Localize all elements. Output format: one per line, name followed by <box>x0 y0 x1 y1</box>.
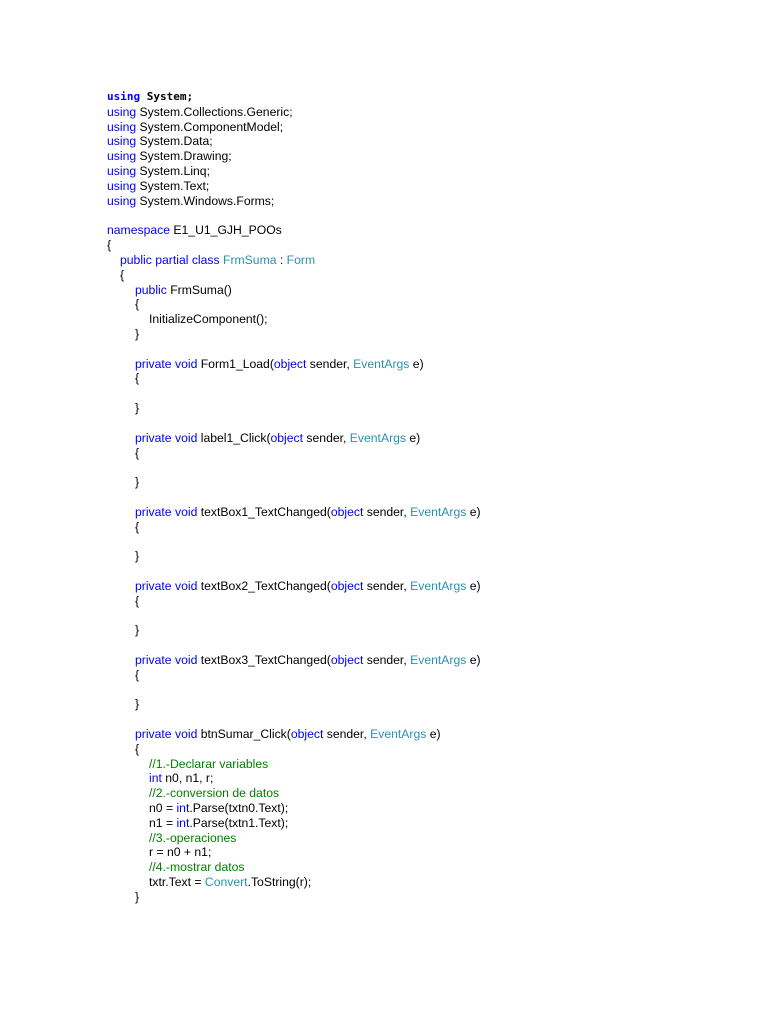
code-line <box>107 786 481 801</box>
code-keyword: using <box>107 119 137 134</box>
code-line <box>107 312 481 327</box>
code-comment: //1.-Declarar variables <box>149 756 269 771</box>
code-line <box>107 357 481 372</box>
code-text: sender, <box>306 356 354 371</box>
code-keyword: object <box>330 504 364 519</box>
code-keyword: void <box>174 578 198 593</box>
code-line <box>107 845 481 860</box>
code-line <box>107 683 481 698</box>
code-text: { <box>135 741 140 756</box>
code-text: System.Linq; <box>136 164 210 179</box>
code-line <box>107 134 481 149</box>
code-line <box>107 727 481 742</box>
code-keyword: void <box>174 430 198 445</box>
code-keyword: object <box>290 726 324 741</box>
code-line <box>107 771 481 786</box>
code-line <box>107 534 481 549</box>
code-text: textBox3_TextChanged( <box>197 652 331 667</box>
code-line <box>107 120 481 135</box>
code-line <box>107 371 481 386</box>
code-text: { <box>120 267 125 282</box>
code-line <box>107 327 481 342</box>
code-text: btnSumar_Click( <box>197 726 291 741</box>
code-line <box>107 342 481 357</box>
code-line <box>107 831 481 846</box>
code-line <box>107 638 481 653</box>
code-text: e) <box>466 504 481 519</box>
code-line <box>107 697 481 712</box>
code-keyword: private <box>135 726 172 741</box>
code-type-name: EventArgs <box>410 504 467 519</box>
code-type-name: FrmSuma <box>223 252 277 267</box>
code-listing <box>107 90 481 905</box>
code-text: System; <box>140 90 194 103</box>
code-text: label1_Click( <box>197 430 271 445</box>
code-line <box>107 460 481 475</box>
code-text: n0, n1, r; <box>161 771 214 786</box>
code-line <box>107 416 481 431</box>
code-text: { <box>135 297 140 312</box>
code-text: System.Drawing; <box>136 149 232 164</box>
code-keyword: int <box>176 801 190 815</box>
code-keyword: private <box>135 430 172 445</box>
code-keyword: object <box>330 652 364 667</box>
code-text: { <box>135 519 140 534</box>
code-keyword: private <box>135 578 172 593</box>
code-line <box>107 623 481 638</box>
code-line <box>107 875 481 890</box>
code-text: textBox1_TextChanged( <box>197 504 331 519</box>
code-line <box>107 712 481 727</box>
code-line <box>107 549 481 564</box>
code-line <box>107 164 481 179</box>
code-line <box>107 816 481 831</box>
code-keyword: public <box>120 252 152 267</box>
code-comment: //3.-operaciones <box>149 830 237 845</box>
code-line <box>107 90 481 105</box>
code-line <box>107 653 481 668</box>
code-text: System.Collections.Generic; <box>136 104 293 119</box>
code-text: InitializeComponent(); <box>149 312 268 327</box>
code-line <box>107 579 481 594</box>
code-keyword: private <box>135 652 172 667</box>
code-keyword: void <box>174 726 198 741</box>
code-text: sender, <box>363 504 411 519</box>
code-line <box>107 668 481 683</box>
code-text: r = n0 + n1; <box>149 845 212 860</box>
code-keyword: partial <box>155 252 189 267</box>
code-keyword: using <box>107 149 137 164</box>
code-line <box>107 223 481 238</box>
code-text: sender, <box>323 726 371 741</box>
code-text: System.Windows.Forms; <box>136 193 275 208</box>
code-keyword: namespace <box>107 223 171 238</box>
code-keyword: using <box>107 193 137 208</box>
code-line <box>107 297 481 312</box>
code-text: } <box>135 623 140 638</box>
code-line <box>107 801 481 816</box>
code-type-name: Convert <box>204 875 248 890</box>
code-keyword: using <box>107 134 137 149</box>
code-text: { <box>107 238 112 253</box>
code-line <box>107 386 481 401</box>
code-keyword: object <box>270 430 304 445</box>
code-text: System.Data; <box>136 134 213 149</box>
code-text: Form1_Load( <box>197 356 274 371</box>
code-text: } <box>135 401 140 416</box>
code-text: sender, <box>303 430 350 445</box>
code-line <box>107 401 481 416</box>
code-line <box>107 179 481 194</box>
code-line <box>107 149 481 164</box>
code-comment: //2.-conversion de datos <box>149 786 280 801</box>
code-line <box>107 194 481 209</box>
code-text: txtr.Text = <box>149 875 205 890</box>
code-keyword: private <box>135 504 172 519</box>
code-keyword: using <box>107 178 137 193</box>
code-type-name: EventArgs <box>410 578 467 593</box>
code-line <box>107 283 481 298</box>
code-line <box>107 268 481 283</box>
code-line <box>107 520 481 535</box>
code-text: n1 = <box>149 815 177 830</box>
code-text: FrmSuma() <box>166 282 232 297</box>
code-line <box>107 594 481 609</box>
code-line <box>107 608 481 623</box>
code-text: .ToString(r); <box>247 875 312 890</box>
code-text: { <box>135 593 140 608</box>
code-text: } <box>135 327 140 341</box>
code-line <box>107 209 481 224</box>
code-text: e) <box>406 430 421 445</box>
code-text: { <box>135 371 140 386</box>
code-keyword: object <box>330 578 364 593</box>
code-text: e) <box>409 356 424 371</box>
code-line <box>107 253 481 268</box>
code-type-name: EventArgs <box>410 652 467 667</box>
code-keyword: public <box>135 282 167 297</box>
code-text: n0 = <box>149 801 177 815</box>
code-text: System.ComponentModel; <box>136 119 284 134</box>
code-keyword: void <box>174 652 198 667</box>
code-line <box>107 860 481 875</box>
code-text: sender, <box>363 652 411 667</box>
code-keyword: using <box>107 164 137 179</box>
code-line <box>107 564 481 579</box>
code-text: e) <box>426 726 441 741</box>
code-type-name: EventArgs <box>353 356 410 371</box>
code-line <box>107 742 481 757</box>
code-text: e) <box>466 652 481 667</box>
code-type-name: EventArgs <box>370 726 427 741</box>
code-text: System.Text; <box>136 178 210 193</box>
code-text: textBox2_TextChanged( <box>197 578 331 593</box>
code-text: } <box>135 475 140 490</box>
code-line <box>107 431 481 446</box>
code-type-name: Form <box>286 252 316 267</box>
code-line <box>107 105 481 120</box>
code-keyword: private <box>135 356 172 371</box>
code-keyword: int <box>149 771 162 786</box>
code-keyword: int <box>176 815 190 830</box>
code-line <box>107 757 481 772</box>
code-keyword: class <box>191 252 220 267</box>
code-text: : <box>276 252 287 267</box>
code-text: E1_U1_GJH_POOs <box>170 223 282 238</box>
code-text: sender, <box>363 578 411 593</box>
code-text: } <box>135 889 140 904</box>
code-line <box>107 475 481 490</box>
code-type-name: EventArgs <box>349 430 407 445</box>
code-keyword: using <box>107 104 137 119</box>
code-text: e) <box>466 578 481 593</box>
code-keyword: using <box>107 90 141 103</box>
code-line <box>107 490 481 505</box>
code-text: .Parse(txtn0.Text); <box>189 801 289 815</box>
code-keyword: void <box>174 356 198 371</box>
code-keyword: object <box>273 356 307 371</box>
code-text: } <box>135 549 140 564</box>
code-keyword: void <box>174 504 198 519</box>
code-line <box>107 505 481 520</box>
code-text: } <box>135 697 140 712</box>
code-text: { <box>135 667 140 682</box>
code-text: { <box>135 445 140 460</box>
code-line <box>107 238 481 253</box>
code-comment: //4.-mostrar datos <box>149 860 245 875</box>
code-line <box>107 890 481 905</box>
code-text: .Parse(txtn1.Text); <box>189 815 289 830</box>
code-line <box>107 446 481 461</box>
